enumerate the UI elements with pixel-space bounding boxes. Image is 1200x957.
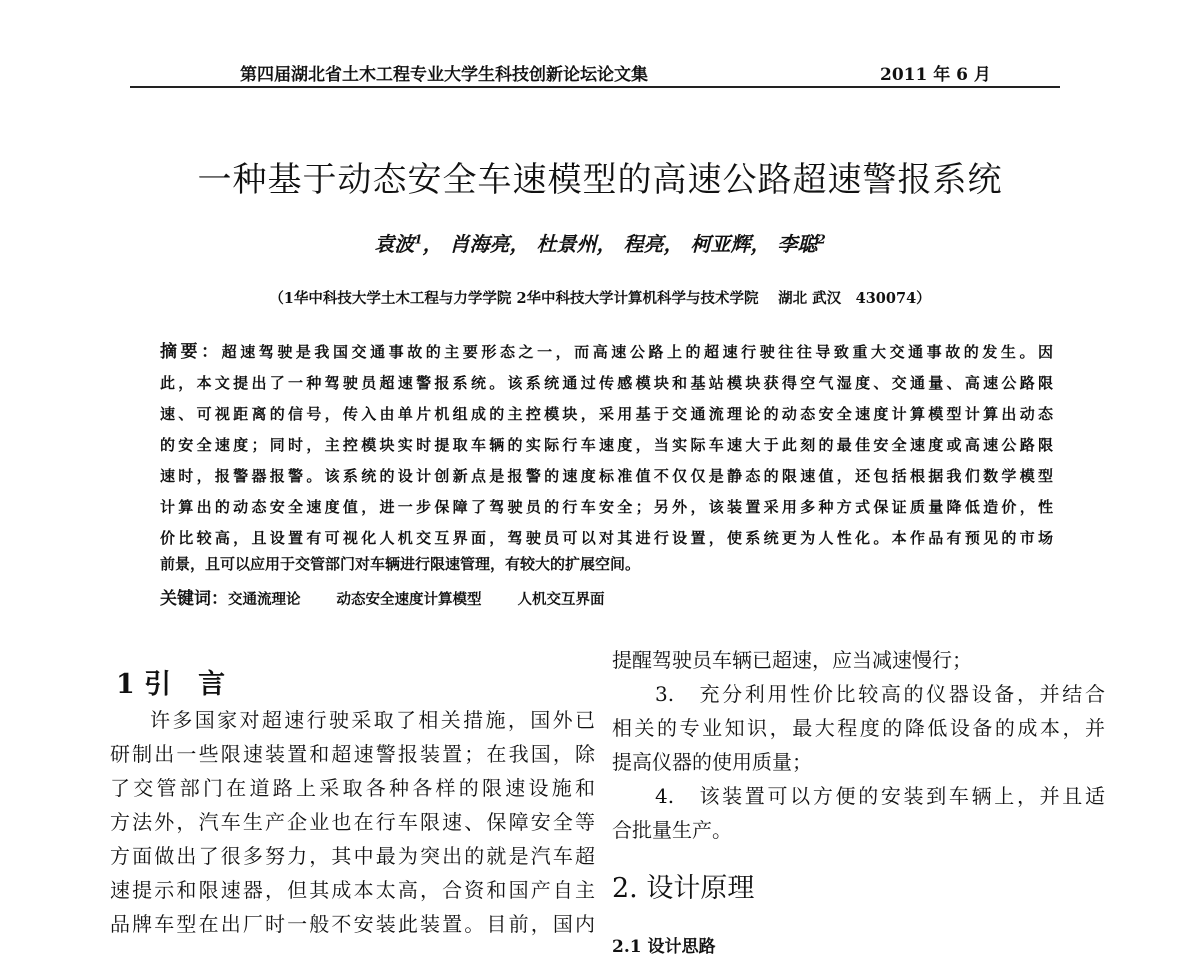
paragraph-line: 速提示和限速器，但其成本太高，合资和国产自主 xyxy=(110,878,595,902)
subsection-heading-design-idea: 2.1 设计思路 xyxy=(612,937,716,957)
paragraph-line: 提高仪器的使用质量； xyxy=(612,750,812,774)
paragraph-line: 了交管部门在道路上采取各种各样的限速设施和 xyxy=(110,776,595,800)
keywords xyxy=(160,584,605,609)
author-list: 袁波$^1$， 肖海亮， 杜景州， 程亮， 柯亚辉， 李聪$^2$ xyxy=(374,232,826,256)
author: 袁波$^1$ xyxy=(374,232,423,256)
paragraph-line: 方法外，汽车生产企业也在行车限速、保障安全等 xyxy=(110,810,595,834)
keyword: 动态安全速度计算模型 xyxy=(336,591,482,608)
paragraph-line: 4. 该装置可以方便的安装到车辆上，并且适 xyxy=(655,784,1105,808)
affiliation: （1华中科技大学土木工程与力学学院 2华中科技大学计算机科学与技术学院 湖北 武汉 430074） xyxy=(269,290,931,307)
abstract-line: 的安全速度；同时，主控模块实时提取车辆的实际行车速度，当实际车速大于此刻的最佳安全速度或高速公路限 xyxy=(160,436,1053,454)
paragraph-line: 研制出一些限速装置和超速警报装置；在我国，除 xyxy=(110,742,595,766)
paragraph-line: 许多国家对超速行驶采取了相关措施，国外已 xyxy=(150,708,595,732)
abstract-line: 速时，报警器报警。该系统的设计创新点是报警的速度标准值不仅仅是静态的限速值，还包括根据我们数学模型 xyxy=(160,467,1053,485)
abstract-line: 计算出的动态安全速度值，进一步保障了驾驶员的行车安全；另外，该装置采用多种方式保证质量降低造价，性 xyxy=(160,498,1053,516)
journal-header: 第四届湖北省土木工程专业大学生科技创新论坛论文集 xyxy=(240,65,648,85)
abstract-line: 前景，且可以应用于交管部门对车辆进行限速管理，有较大的扩展空间。 xyxy=(160,555,641,573)
abstract-line: 速、可视距离的信号，传入由单片机组成的主控模块，采用基于交通流理论的动态安全速度计算模型计算出动态 xyxy=(160,405,1053,423)
keyword: 交通流理论 xyxy=(228,591,301,608)
abstract-line: 摘要：超速驾驶是我国交通事故的主要形态之一，而高速公路上的超速行驶往往导致重大交通事故的发生。因 xyxy=(160,342,1053,362)
paragraph-line: 方面做出了很多努力，其中最为突出的就是汽车超 xyxy=(110,844,595,868)
author: 杜景州 xyxy=(536,232,597,256)
author: 肖海亮 xyxy=(449,232,510,256)
paragraph-line: 3. 充分利用性价比较高的仪器设备，并结合 xyxy=(655,682,1105,706)
abstract-line: 此，本文提出了一种驾驶员超速警报系统。该系统通过传感模块和基站模块获得空气湿度、交通量、高速公路限 xyxy=(160,374,1053,392)
abstract-line: 价比较高，且设置有可视化人机交互界面，驾驶员可以对其进行设置，使系统更为人性化。本作品有预见的市场 xyxy=(160,529,1053,547)
paragraph-line: 提醒驾驶员车辆已超速，应当减速慢行； xyxy=(612,648,972,672)
section-heading-design-principle: 2. 设计原理 xyxy=(612,873,755,904)
header-date: 2011 年 6 月 xyxy=(880,65,991,85)
author: 程亮 xyxy=(623,232,664,256)
paragraph-line: 合批量生产。 xyxy=(612,818,732,842)
paragraph-line: 品牌车型在出厂时一般不安装此装置。目前，国内 xyxy=(110,912,595,936)
keyword: 人机交互界面 xyxy=(517,591,605,608)
section-heading-introduction: 1 引 言 xyxy=(116,669,226,700)
paper-title: 一种基于动态安全车速模型的高速公路超速警报系统 xyxy=(197,160,1003,200)
paragraph-line: 相关的专业知识，最大程度的降低设备的成本，并 xyxy=(612,716,1105,740)
keywords-label: 关键词： xyxy=(160,589,228,609)
author: 柯亚辉 xyxy=(690,232,751,256)
author: 李聪$^2$ xyxy=(777,232,826,256)
header-rule xyxy=(130,86,1060,88)
abstract-label: 摘要： xyxy=(160,342,222,362)
